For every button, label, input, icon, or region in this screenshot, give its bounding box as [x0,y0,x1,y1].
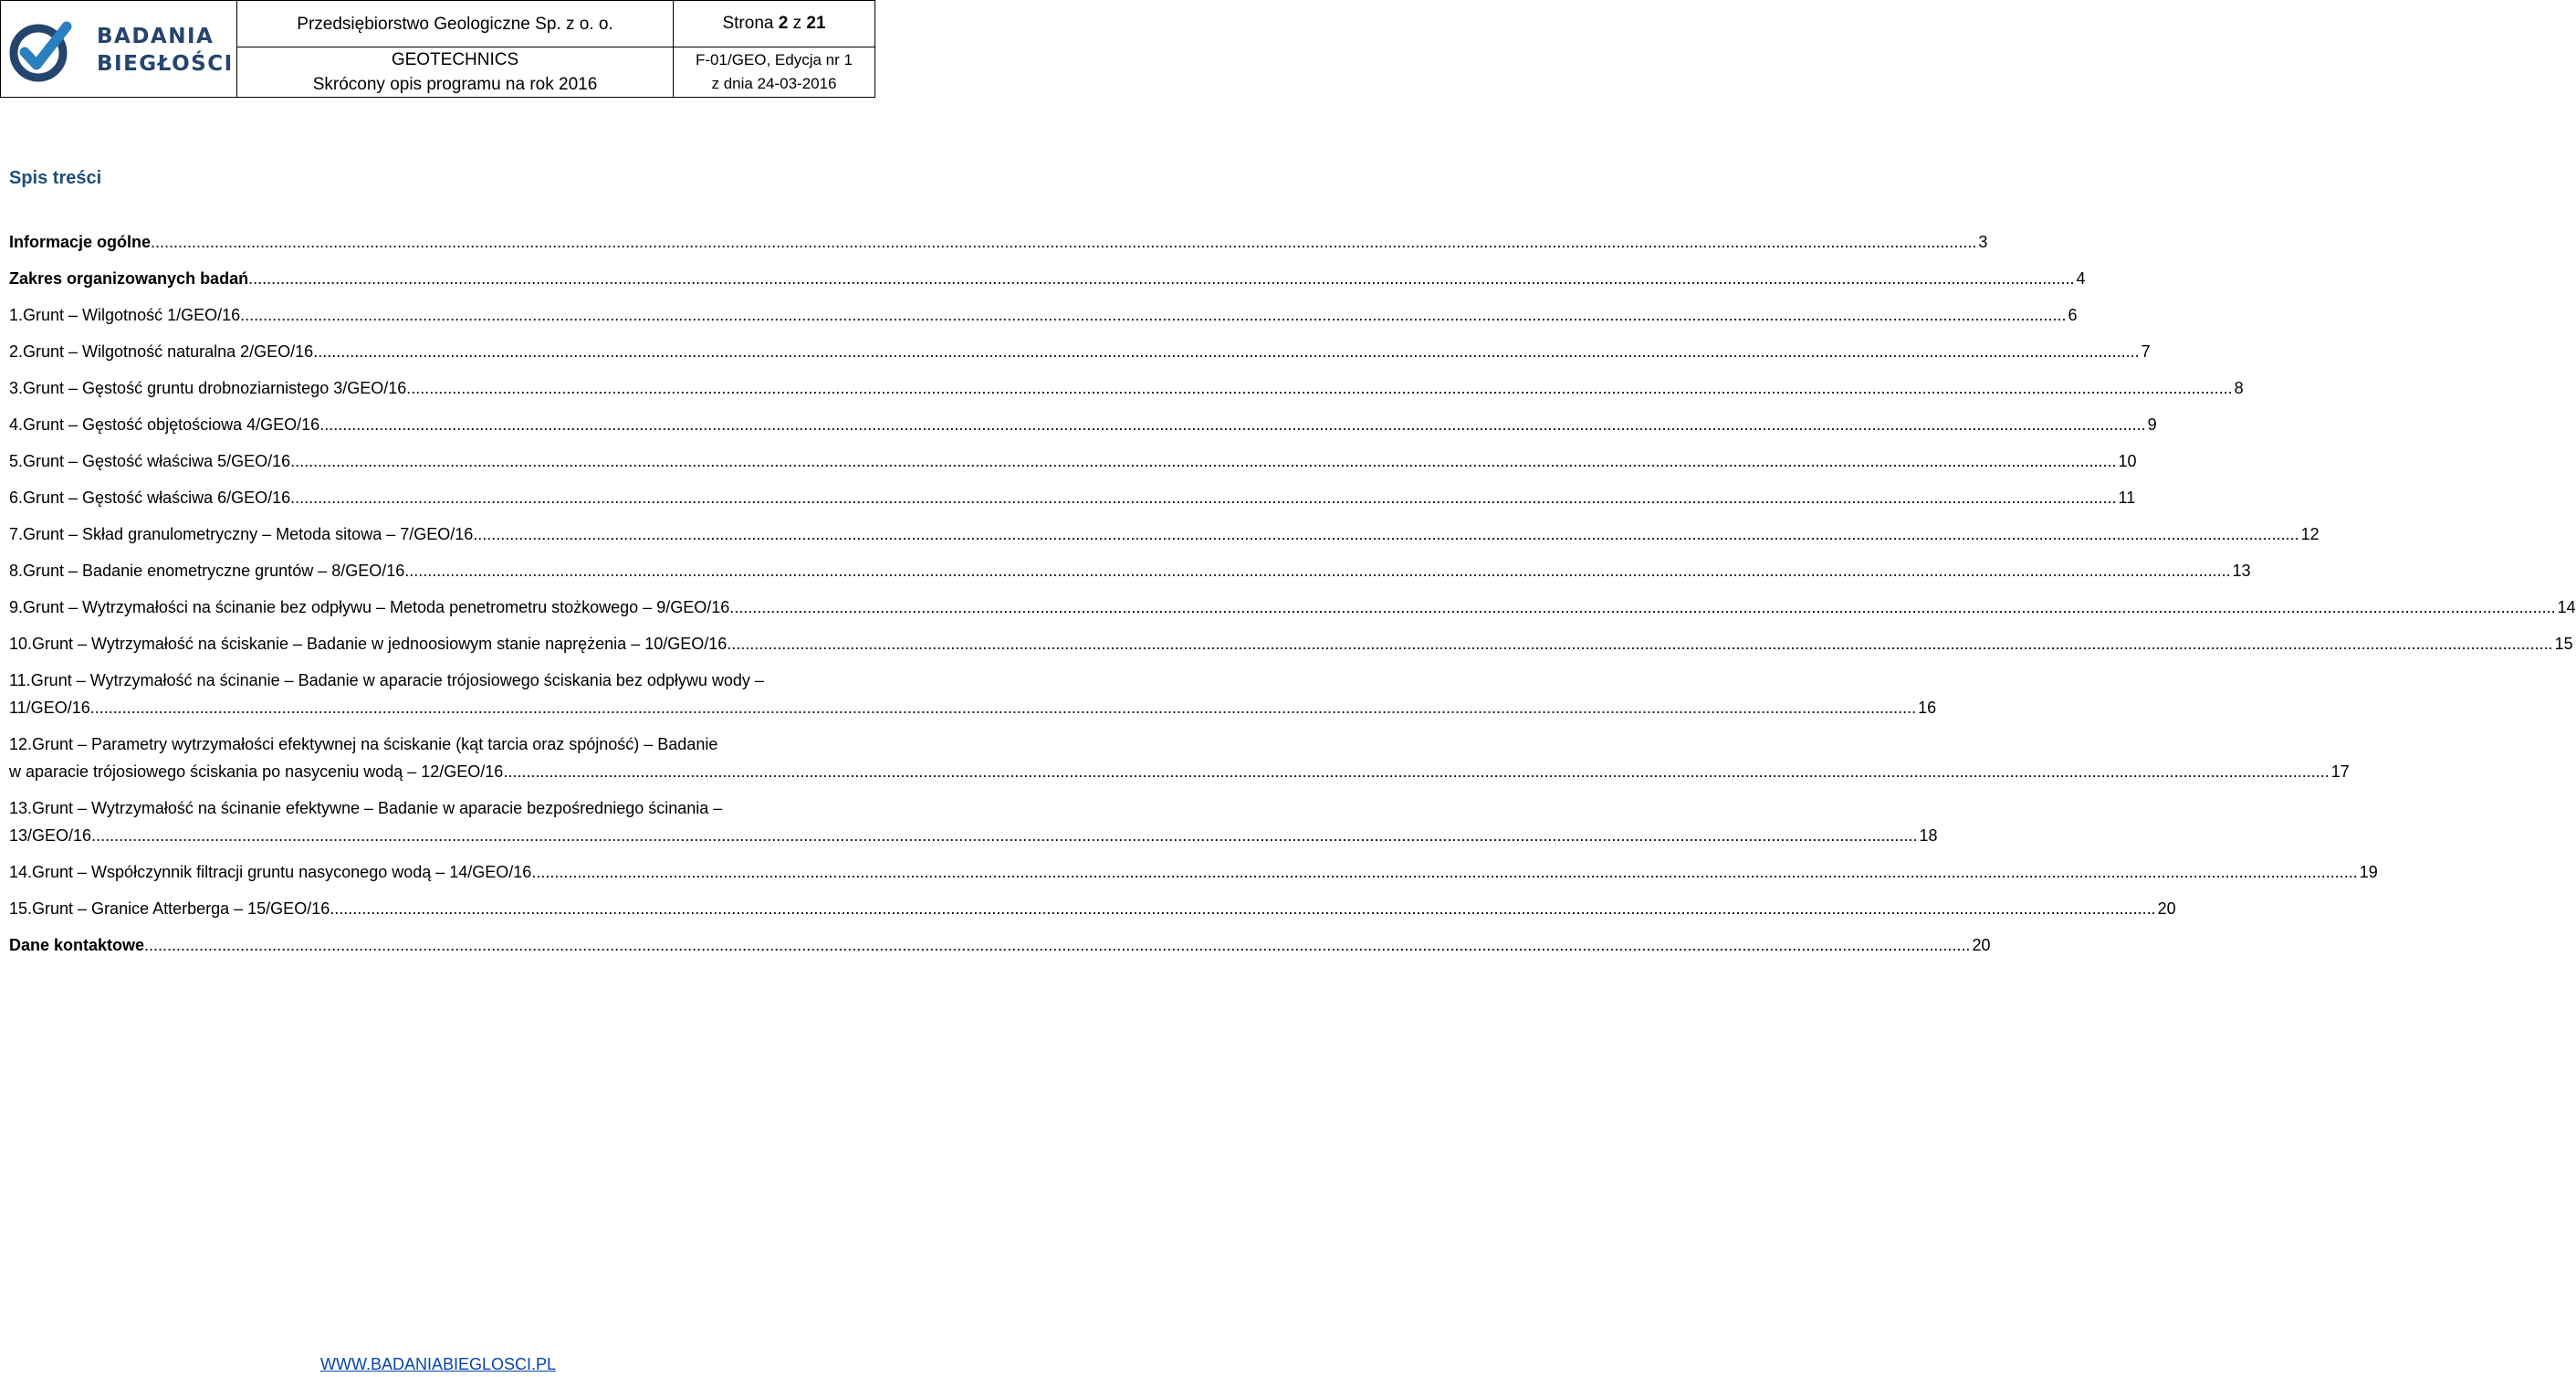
toc-leader-dots: ................................................................................................................................................................................................................................................................................................................................................................................................................ [290,489,2117,507]
toc-entry-label-continued: 13/GEO/16 [9,826,92,845]
document-header [0,0,875,98]
toc-entry-label: Grunt – Wytrzymałość na ścinanie efektywne – Badanie w aparacie bezpośredniego ścinania – [32,799,723,817]
toc-entry-label: Grunt – Wytrzymałość na ścinanie – Badanie w aparacie trójosiowego ściskania bez odpływu wody – [30,671,764,689]
toc-entry-label: Grunt – Wytrzymałość na ściskanie – Badanie w jednoosiowym stanie naprężenia – 10/GEO/16 [32,635,728,653]
badania-bieglosci-logo [8,19,232,83]
toc-entry-label: Grunt – Wilgotność 1/GEO/16 [23,306,241,324]
toc-entry-page: 8 [2234,379,2244,397]
page-counter [674,1,875,47]
toc-entry-number: 10. [9,635,33,653]
toc-entry-page: 16 [1918,699,1937,717]
toc-entry[interactable] [9,594,2576,621]
logo-text-line2: BIEGŁOŚCI [97,52,234,76]
toc-entry-label: Zakres organizowanych badań [9,269,249,288]
toc-entry-label: Grunt – Współczynnik filtracji gruntu nasyconego wodą – 14/GEO/16 [32,863,532,881]
toc-leader-dots: ................................................................................................................................................................................................................................................................................................................................................................................................................ [503,762,2330,781]
toc-entry-number: 3. [9,379,24,397]
toc-entry-label: Dane kontaktowe [9,936,145,954]
toc-entry-number: 6. [9,489,24,507]
toc-entry-number: 11. [9,671,31,689]
toc-entry-number: 4. [9,415,24,434]
toc-entry-page: 7 [2141,342,2151,361]
toc-entry[interactable] [9,630,2573,657]
toc-entry-label: Grunt – Parametry wytrzymałości efektywnej na ściskanie (kąt tarcia oraz spójność) – Badanie [32,735,718,753]
toc-entry-label: Grunt – Gęstość właściwa 6/GEO/16 [23,489,291,507]
toc-entry-page: 12 [2300,525,2319,543]
toc-entry-line1[interactable] [9,794,867,822]
toc-entry-number: 2. [9,342,24,361]
toc-leader-dots: ................................................................................................................................................................................................................................................................................................................................................................................................................ [330,899,2156,918]
toc-entry-label: Grunt – Wytrzymałości na ścinanie bez odpływu – Metoda penetrometru stożkowego – 9/GEO/16 [23,598,730,616]
toc-leader-dots: ................................................................................................................................................................................................................................................................................................................................................................................................................ [290,452,2117,470]
toc-entry-label-continued: w aparacie trójosiowego ściskania po nasyceniu wodą – 12/GEO/16 [9,762,504,781]
toc-entry-label: Informacje ogólne [9,233,152,251]
checkmark-badge-icon [8,19,74,83]
toc-leader-dots: ................................................................................................................................................................................................................................................................................................................................................................................................................ [91,826,1918,845]
section-title: GEOTECHNICS [391,50,519,69]
toc-entry-line1[interactable] [9,667,867,694]
toc-leader-dots: ................................................................................................................................................................................................................................................................................................................................................................................................................ [144,936,1971,954]
toc-leader-dots: ................................................................................................................................................................................................................................................................................................................................................................................................................ [319,415,2146,434]
toc-entry[interactable] [9,931,1991,959]
toc-entry-page: 18 [1919,826,1938,845]
toc-entry[interactable] [9,265,2086,292]
toc-entry[interactable] [9,374,2244,402]
toc-entry-page: 14 [2557,598,2576,616]
toc-entry-number: 8. [9,562,24,580]
toc-entry-number: 14. [9,863,33,881]
toc-entry-label-continued: 11/GEO/16 [9,699,90,717]
toc-entry-page: 20 [2157,899,2176,918]
page-mid: z [788,14,807,33]
toc-entry-label: Grunt – Granice Atterberga – 15/GEO/16 [32,899,330,918]
doc-date: z dnia 24-03-2016 [711,75,837,92]
toc-entry-number: 7. [9,525,24,543]
toc-entry[interactable] [9,557,2251,584]
toc-entry-label: Grunt – Gęstość gruntu drobnoziarnistego 3/GEO/16 [23,379,407,397]
toc-leader-dots: ................................................................................................................................................................................................................................................................................................................................................................................................................ [406,379,2233,397]
page-prefix: Strona [722,14,779,33]
toc-entry[interactable] [9,822,1938,849]
toc-entry-page: 11 [2118,489,2136,507]
toc-entry-label: Grunt – Wilgotność naturalna 2/GEO/16 [23,342,314,361]
company-name: Przedsiębiorstwo Geologiczne Sp. z o. o. [237,1,674,47]
doc-info-cell [674,47,875,98]
toc-leader-dots: ................................................................................................................................................................................................................................................................................................................................................................................................................ [248,269,2075,288]
toc-entry-number: 5. [9,452,24,470]
toc-leader-dots: ................................................................................................................................................................................................................................................................................................................................................................................................................ [240,306,2067,324]
toc-entry[interactable] [9,520,2319,548]
footer [0,1355,876,1374]
toc-entry-label: Grunt – Gęstość objętościowa 4/GEO/16 [23,415,320,434]
toc-entry-number: 1. [9,306,24,324]
toc-entry[interactable] [9,228,1988,256]
toc-entry[interactable] [9,758,2350,785]
toc-entry-page: 4 [2076,269,2086,288]
toc-leader-dots: ................................................................................................................................................................................................................................................................................................................................................................................................................ [473,525,2299,543]
doc-code: F-01/GEO, Edycja nr 1 [696,51,853,68]
toc-entry[interactable] [9,694,1937,721]
toc-leader-dots: ................................................................................................................................................................................................................................................................................................................................................................................................................ [89,699,1917,717]
toc-leader-dots: ................................................................................................................................................................................................................................................................................................................................................................................................................ [729,598,2556,616]
toc-entry-line1[interactable] [9,731,867,758]
program-subtitle: Skrócony opis programu na rok 2016 [312,75,598,94]
toc-entry[interactable] [9,858,2378,886]
toc-entry-page: 20 [1972,936,1991,954]
toc-title: Spis treści [9,168,102,188]
toc-entry-page: 19 [2359,863,2378,881]
toc-entry[interactable] [9,895,2176,922]
toc-entry-number: 15. [9,899,33,918]
toc-entry-number: 12. [9,735,33,753]
program-cell [237,47,674,98]
toc-entry-number: 13. [9,799,33,817]
toc-leader-dots: ................................................................................................................................................................................................................................................................................................................................................................................................................ [313,342,2140,361]
toc-entry[interactable] [9,447,2137,475]
toc-leader-dots: ................................................................................................................................................................................................................................................................................................................................................................................................................ [151,233,1977,251]
toc-leader-dots: ................................................................................................................................................................................................................................................................................................................................................................................................................ [727,635,2553,653]
page-current: 2 [778,14,789,33]
toc-entry[interactable] [9,411,2157,438]
toc-entry-label: Grunt – Badanie enometryczne gruntów – 8/GEO/16 [23,562,405,580]
toc-leader-dots: ................................................................................................................................................................................................................................................................................................................................................................................................................ [531,863,2358,881]
toc-entry[interactable] [9,301,2078,329]
toc-leader-dots: ................................................................................................................................................................................................................................................................................................................................................................................................................ [404,562,2231,580]
toc-entry[interactable] [9,338,2151,365]
toc-entry[interactable] [9,484,2136,511]
toc-entry-page: 3 [1978,233,1988,251]
toc-entry-page: 17 [2330,762,2350,781]
logo-text-line1: BADANIA [97,25,215,48]
toc-entry-number: 9. [9,598,24,616]
website-link[interactable]: WWW.BADANIABIEGLOSCI.PL [319,1355,557,1373]
toc-entry-label: Grunt – Skład granulometryczny – Metoda sitowa – 7/GEO/16 [23,525,474,543]
toc-entry-page: 6 [2068,306,2078,324]
logo-cell [1,1,237,98]
page-total: 21 [806,14,826,33]
toc-entry-page: 9 [2147,415,2157,434]
toc-entry-label: Grunt – Gęstość właściwa 5/GEO/16 [23,452,291,470]
toc-entry-page: 15 [2554,635,2573,653]
toc-entry-page: 10 [2118,452,2137,470]
toc-entry-page: 13 [2232,562,2251,580]
